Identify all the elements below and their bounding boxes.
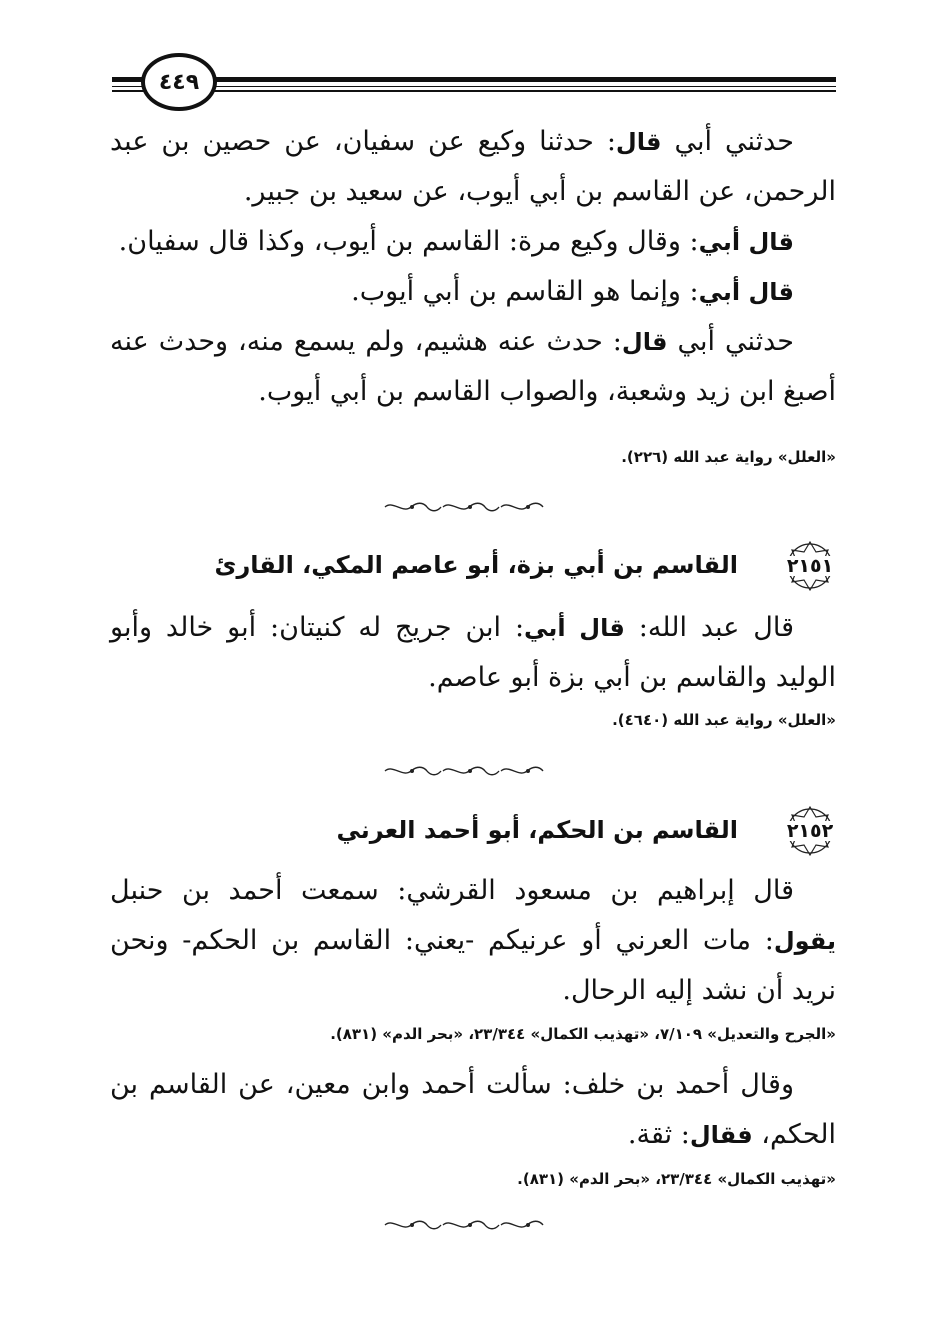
header-rule-thin [112,86,836,87]
entry-number-medallion [778,540,842,592]
paragraph: قال أبي: وإنما هو القاسم بن أبي أيوب. [351,276,794,307]
keyword: قال أبي [524,614,625,642]
paragraph: حدثني أبي قال: حدث عنه هشيم، ولم يسمع منه، وحدث عنه أصبغ ابن زيد وشعبة، والصواب القاسم بن أبي أيوب. [110,326,836,407]
keyword: قال أبي [698,228,794,256]
source-citation: «العلل» رواية عبد الله (٤٦٤٠). [612,711,836,729]
keyword: فقال [689,1121,753,1149]
ornament-divider [381,764,551,778]
entry-heading [110,805,842,857]
ornament-divider [381,1218,551,1232]
paragraph: قال إبراهيم بن مسعود القرشي: سمعت أحمد بن حنبل يقول: مات العرني أو عرنيكم -يعني: القاسم بن الحكم- ونحن نريد أن نشد إليه الرحال. [110,875,836,1006]
entry-2151-text [110,603,836,703]
entry-number-medallion [778,805,842,857]
paragraph: حدثني أبي قال: حدثنا وكيع عن سفيان، عن حصين بن عبد الرحمن، عن القاسم بن أبي أيوب، عن سعيد بن جبير. [110,126,836,207]
source-citation: «الجرح والتعديل» ٧/١٠٩، «تهذيب الكمال» ٢٣/٣٤٤، «بحر الدم» (٨٣١). [330,1025,836,1043]
entry-number: ٢١٥٢ [786,820,834,842]
entry-number: ٢١٥١ [786,555,834,577]
entry-title: القاسم بن أبي بزة، أبو عاصم المكي، القارئ [214,551,738,579]
paragraph: قال عبد الله: قال أبي: ابن جريج له كنيتان: أبو خالد وأبو الوليد والقاسم بن أبي بزة أبو عاصم. [110,612,836,693]
source-citation: «تهذيب الكمال» ٢٣/٣٤٤، «بحر الدم» (٨٣١). [517,1170,836,1188]
page-number: ٤٤٩ [141,53,217,111]
header-rule [112,77,836,82]
section-1-text [110,117,836,417]
ornament-divider [381,500,551,514]
paragraph: قال أبي: وقال وكيع مرة: القاسم بن أيوب، وكذا قال سفيان. [118,226,794,257]
entry-2152-text [110,866,836,1016]
keyword: قال أبي [698,278,794,306]
entry-heading [110,540,842,592]
keyword: قال [615,128,662,156]
entry-2152-text-2 [110,1060,836,1160]
header-rule-lower [112,90,836,92]
keyword: قال [621,328,668,356]
source-citation: «العلل» رواية عبد الله (٢٢٦). [621,448,836,466]
paragraph: وقال أحمد بن خلف: سألت أحمد وابن معين، عن القاسم بن الحكم، فقال: ثقة. [110,1069,836,1150]
keyword: يقول [773,927,836,955]
entry-title: القاسم بن الحكم، أبو أحمد العرني [336,816,738,844]
